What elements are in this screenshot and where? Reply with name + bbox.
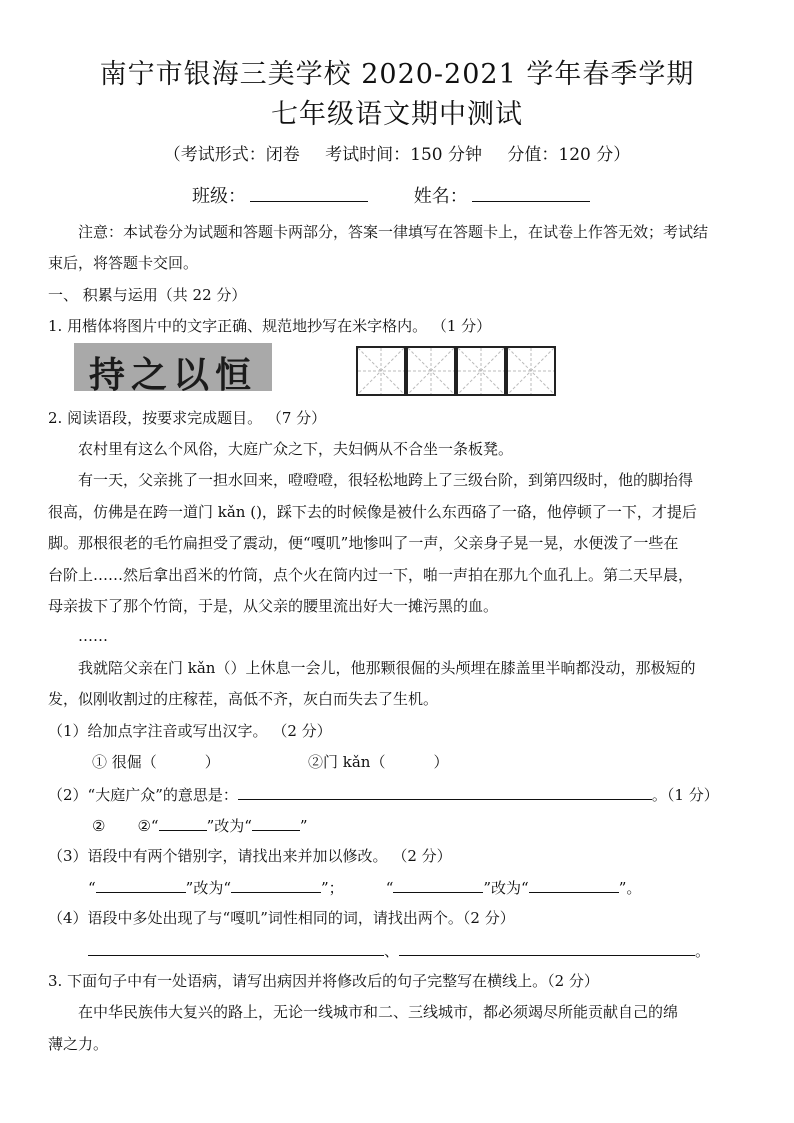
- q1-stem: 1. 用楷体将图片中的文字正确、规范地抄写在米字格内。 （1 分）: [48, 317, 492, 335]
- passage-line: 农村里有这么个风俗，大庭广众之下，夫妇俩从不合坐一条板凳。: [78, 440, 514, 458]
- exam-score: 分值：120 分）: [507, 145, 631, 165]
- q2-sub1-item-a: ① 很倔（ ）: [92, 753, 220, 771]
- q3-sentence-line2: 薄之力。: [48, 1035, 109, 1053]
- q2-sub2-line2: ② ②“ ”改为“ ”: [92, 817, 308, 835]
- answer-line[interactable]: [88, 940, 384, 956]
- calligraphy-text: 持之以恒: [88, 355, 257, 396]
- mi-zi-cell[interactable]: [356, 346, 406, 396]
- passage-line: 我就陪父亲在门 kǎn（）上休息一会儿，他那颗很倔的头颅埋在膝盖里半晌都没动，那极短的: [78, 659, 696, 677]
- correction-blank[interactable]: [529, 877, 619, 893]
- class-label: 班级：: [192, 186, 246, 207]
- exam-title-line1: 南宁市银海三美学校 2020-2021 学年春季学期: [99, 59, 695, 90]
- q2-sub4-stem: （4）语段中多处出现了与“嘎叽”词性相同的词，请找出两个。（2 分）: [48, 909, 515, 927]
- passage-line: 台阶上……然后拿出舀米的竹筒，点个火在筒内过一下，啪一声拍在那九个血孔上。第二天早晨，: [48, 566, 694, 584]
- q2-sub2-answer-line[interactable]: [238, 784, 652, 800]
- q2-sub3-answers: “ ”改为“ ”； “ ”改为“ ”。: [88, 879, 642, 897]
- answer-blank[interactable]: [159, 815, 207, 831]
- typo-blank[interactable]: [96, 877, 186, 893]
- mi-zi-grid: [356, 346, 556, 394]
- passage-line: 有一天，父亲挑了一担水回来，噔噔噔，很轻松地跨上了三级台阶，到第四级时，他的脚抬得: [78, 471, 694, 489]
- name-blank[interactable]: [472, 185, 590, 202]
- q3-sentence-line1: 在中华民族伟大复兴的路上，无论一线城市和二、三线城市，都必须竭尽所能贡献自己的绵: [78, 1003, 679, 1021]
- q2-sub1-item-b: ②门 kǎn（ ）: [308, 753, 449, 771]
- exam-title-line2: 七年级语文期中测试: [271, 99, 523, 130]
- exam-form: （考试形式：闭卷: [163, 145, 300, 165]
- q2-sub2: （2）“大庭广众”的意思是： 。（1 分）: [48, 786, 719, 804]
- notice-line2: 束后，将答题卡交回。: [48, 254, 199, 272]
- correction-blank[interactable]: [231, 877, 321, 893]
- mi-zi-cell[interactable]: [506, 346, 556, 396]
- mi-zi-cell[interactable]: [456, 346, 506, 396]
- notice-line1: 注意：本试卷分为试题和答题卡两部分，答案一律填写在答题卡上，在试卷上作答无效；考试结: [78, 223, 709, 241]
- passage-ellipsis: ……: [78, 627, 108, 645]
- q2-sub3-stem: （3）语段中有两个错别字，请找出来并加以修改。 （2 分）: [48, 847, 452, 865]
- exam-info: [0, 140, 794, 165]
- passage-line: 发，似刚收割过的庄稼茬，高低不齐，灰白而失去了生机。: [48, 690, 439, 708]
- name-label: 姓名：: [413, 186, 468, 207]
- passage-line: 母亲拔下了那个竹筒，于是，从父亲的腰里流出好大一摊污黑的血。: [48, 597, 499, 615]
- exam-time: 考试时间：150 分钟: [325, 145, 482, 165]
- student-info-row: [192, 182, 630, 208]
- answer-line[interactable]: [399, 940, 695, 956]
- passage-line: 很高，仿佛是在跨一道门 kǎn ()，踩下去的时候像是被什么东西硌了一硌，他停顿了一下，才提后: [48, 503, 697, 521]
- q2-sub4-answers: 、 。: [88, 940, 710, 961]
- mi-zi-cell[interactable]: [406, 346, 456, 396]
- q2-sub1-stem: （1）给加点字注音或写出汉字。 （2 分）: [48, 722, 332, 740]
- q3-stem: 3. 下面句子中有一处语病，请写出病因并将修改后的句子完整写在横线上。（2 分）: [48, 972, 599, 990]
- class-blank[interactable]: [250, 185, 368, 202]
- section1-title: 一、 积累与运用（共 22 分）: [48, 286, 247, 304]
- answer-blank[interactable]: [252, 815, 300, 831]
- calligraphy-image: [74, 343, 272, 396]
- typo-blank[interactable]: [393, 877, 483, 893]
- q2-stem: 2. 阅读语段，按要求完成题目。 （7 分）: [48, 409, 327, 427]
- passage-line: 脚。那根很老的毛竹扁担受了震动，便“嘎叽”地惨叫了一声，父亲身子晃一晃，水便泼了一些在: [48, 534, 679, 552]
